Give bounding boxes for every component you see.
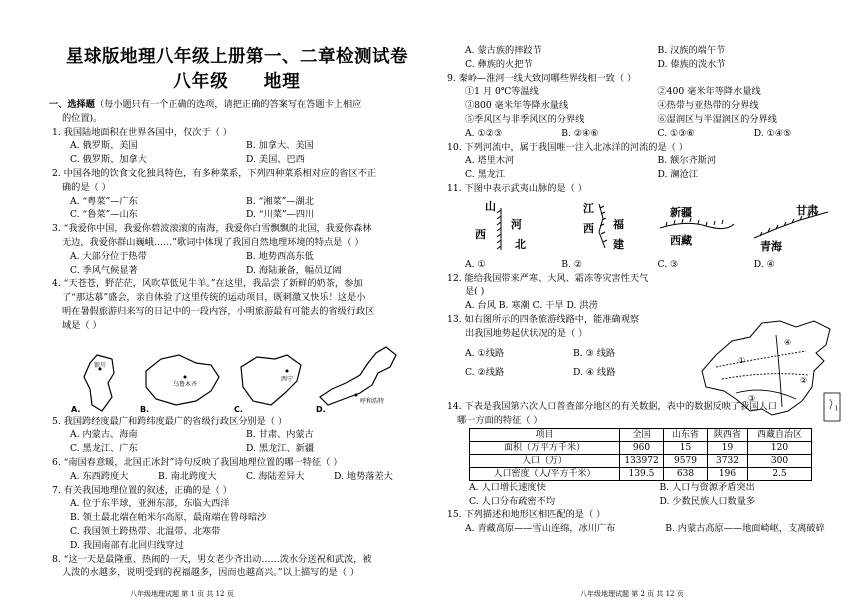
map-label-xining: 西宁 [281,375,294,383]
svg-text:江: 江 [583,201,595,215]
province-map-c [235,351,307,413]
svg-text:山: 山 [485,199,496,213]
question-1: 1. 我国陆地面积在世界各国中，仅次于（ ） A. 俄罗斯、美国 B. 加拿大、美国 C. 俄罗斯、加拿大 D. 美国、巴西 [52,126,314,166]
route-label-3: ③ [748,394,756,403]
china-route-map [696,315,846,427]
population-table [469,428,812,481]
svg-text:建: 建 [613,237,625,251]
question-15: 15. 下列描述和地形区相匹配的是（ ） A. 青藏高原——雪山连绵，冰川广布 B. 内蒙古高原——地面崎岖，支离破碎 [447,509,825,535]
section-heading: 一、选择题（每小题只有一个正确的选项，请把正确的答案写在答题卡上相应 [49,99,362,110]
svg-text:新疆: 新疆 [669,205,692,219]
svg-text:福: 福 [613,217,625,231]
svg-text:D.: D. [316,404,326,414]
svg-text:西: 西 [475,227,486,241]
svg-text:C.: C. [234,404,243,414]
mountain-maps [447,196,850,258]
question-8-options: A. 蒙古族的摔跤节 B. 汉族的端午节 C. 彝族的火把节 D. 傣族的泼水节 [465,45,726,70]
question-3: 3. “我爱你中国，我爱你碧波滚滚的南海，我爱你白雪飘飘的北国，我爱你森林 无边，我爱你群山巍峨……”歌词中体现了我国自然地理环境的特点是（ ） A. 大部分位于热带 B. 地势西高东低 C. 季风气候显著 D. 海陆兼备，幅员辽阔 [52,223,372,276]
svg-text:河: 河 [511,217,522,231]
route-label-1: ① [738,356,746,365]
question-10: 10. 下列河流中，属于我国唯一注入北冰洋的河流的是（ ） A. 塔里木河 B. 额尔齐斯河 C. 黑龙江 D. 澜沧江 [447,141,717,181]
question-13: 13. 如右图所示的四条旅游线路中，能准确观察 出我国地势起伏状况的是（ ） A. ①线路 B. ③ 线路 C. ②线路 D. ④ 线路 [447,313,640,379]
svg-text:B.: B. [140,404,150,414]
mountain-map-3 [656,198,736,256]
question-8: 8. “这一天是最隆重、热闹的一天，男女老少齐出动……泼水分送祝和武泼，被 人泼的水越多，说明受到的祝福越多，因而也越高兴。”以上描写的是（ ） [52,553,372,579]
question-2: 2. 中国各地的饮食文化独具特色，有多种菜系，下列四种菜系相对应的省区不正 确的是（ ） A. “粤菜”—广东 B. “湘菜”—湖北 C. “鲁菜”—山东 D. “川菜”—四川 [52,167,377,221]
province-map-b [141,351,226,413]
question-11: 11. 下图中表示武夷山脉的是（ ） 山 西 河 北 江 西 福 建 新疆 西藏 甘肃 青海 A. ① B. ② C. ③ D. ④ [447,182,850,272]
question-6: 6. “南国春意暖，北国正冰封”诗句反映了我国地理位置的哪一特征（ ） A. 东西跨度大 B. 南北跨度大 C. 海陆差异大 D. 地势落差大 [52,456,393,482]
page-footer-left: 八年级地理试题 第 1 页 共 12 页 [130,589,234,598]
mountain-map-1 [467,198,547,256]
svg-text:西藏: 西藏 [669,233,692,247]
table-row: 项目 全国 山东省 陕西省 西藏自治区 [470,428,812,441]
map-label-yinchuan: 银川 [94,361,107,369]
map-label-hohhot: 呼和浩特 [360,397,385,405]
route-label-2: ② [800,376,808,385]
section-desc: 的位置)。 [62,112,103,124]
svg-text:青海: 青海 [759,239,782,253]
subject-label: 地理 [263,71,301,92]
question-4: 4. “天苍苍，野茫茫，风吹草低见牛羊。”在这里，我品尝了新鲜的奶茶，参加 了“那达慕”盛会，亲自体验了这里传统的运动项目，既刺激又快乐！这是小 明在暑假旅游归来写的日记中的一段内容，小明旅游最有可能去的省级行政区 域是（ ） 银川 A. 乌鲁木齐 B. 西宁 C. 呼和浩特 D. [52,277,422,412]
svg-text:A.: A. [71,404,81,414]
question-7: 7. 有关我国地理位置的叙述，正确的是（ ） A. 位于东半球，亚洲东部，东临大西洋 B. 领土最北端在帕米尔高原，最南端在曾母暗沙 C. 我国领土跨热带、北温带、北寒带 D. 我国南部有北回归线穿过 [52,484,267,551]
svg-text:北: 北 [515,237,526,251]
mountain-map-4 [750,198,830,256]
right-page [430,0,860,607]
grade-label: 八年级 [173,71,229,92]
question-5: 5. 我国跨经度最广和跨纬度最广的省级行政区分别是（ ） A. 内蒙古、海南 B. 甘肃、内蒙古 C. 黑龙江、广东 D. 黑龙江、新疆 [52,415,315,455]
table-row: 人口（万） 133972 9579 3732 300 [470,454,812,467]
page-footer-right: 八年级地理试题 第 2 页 共 12 页 [580,589,684,598]
question-9: 9. 秦岭—淮河一线大致同哪些界线相一致（ ） ①1 月 0℃等温线 ②400 毫米年等降水量线 ③800 毫米年等降水量线 ④热带与亚热带的分界线 ⑤季风区与非季风区的分界线 ⑥湿润区与半湿润区的分界线 A. ①②③ B. ②④⑥ C. ①③⑥ D. ①④⑤ [447,72,792,139]
svg-text:西: 西 [583,221,595,235]
exam-subtitle [52,70,422,95]
exam-title: 星球版地理八年级上册第一、二章检测试卷 [66,47,408,67]
province-map-a [72,353,132,413]
province-map-d [316,345,402,413]
svg-text:甘肃: 甘肃 [795,203,818,217]
map-label-urumqi: 乌鲁木齐 [173,380,198,388]
table-row: 人口密度（人/平方千米） 139.5 638 196 2.5 [470,467,812,480]
question-12: 12. 能给我国带来严寒、大风、霜冻等灾害性天气 是( ) A. 台风 B. 寒潮 C. 干旱 D. 洪涝 [447,272,649,312]
question-14: 14. 下表是我国第六次人口普查部分地区的有关数据，表中的数据反映了我国人口 哪一方面的特征（ ） 项目 全国 山东省 陕西省 西藏自治区 面积（万平方千米） 960 15 19 120 人口（万） 133972 9579 3732 300 人口密度（人/平方千米） 139.5 638 196 2.5 A. 人口增长速度快 B. 人口与资源矛盾突出 C. 人口分布疏密不均 D. 少数民族人口数量多 [447,400,850,508]
province-maps [52,335,422,413]
table-row: 面积（万平方千米） 960 15 19 120 [470,441,812,454]
route-label-4: ④ [784,338,792,347]
mountain-map-2 [561,198,641,256]
